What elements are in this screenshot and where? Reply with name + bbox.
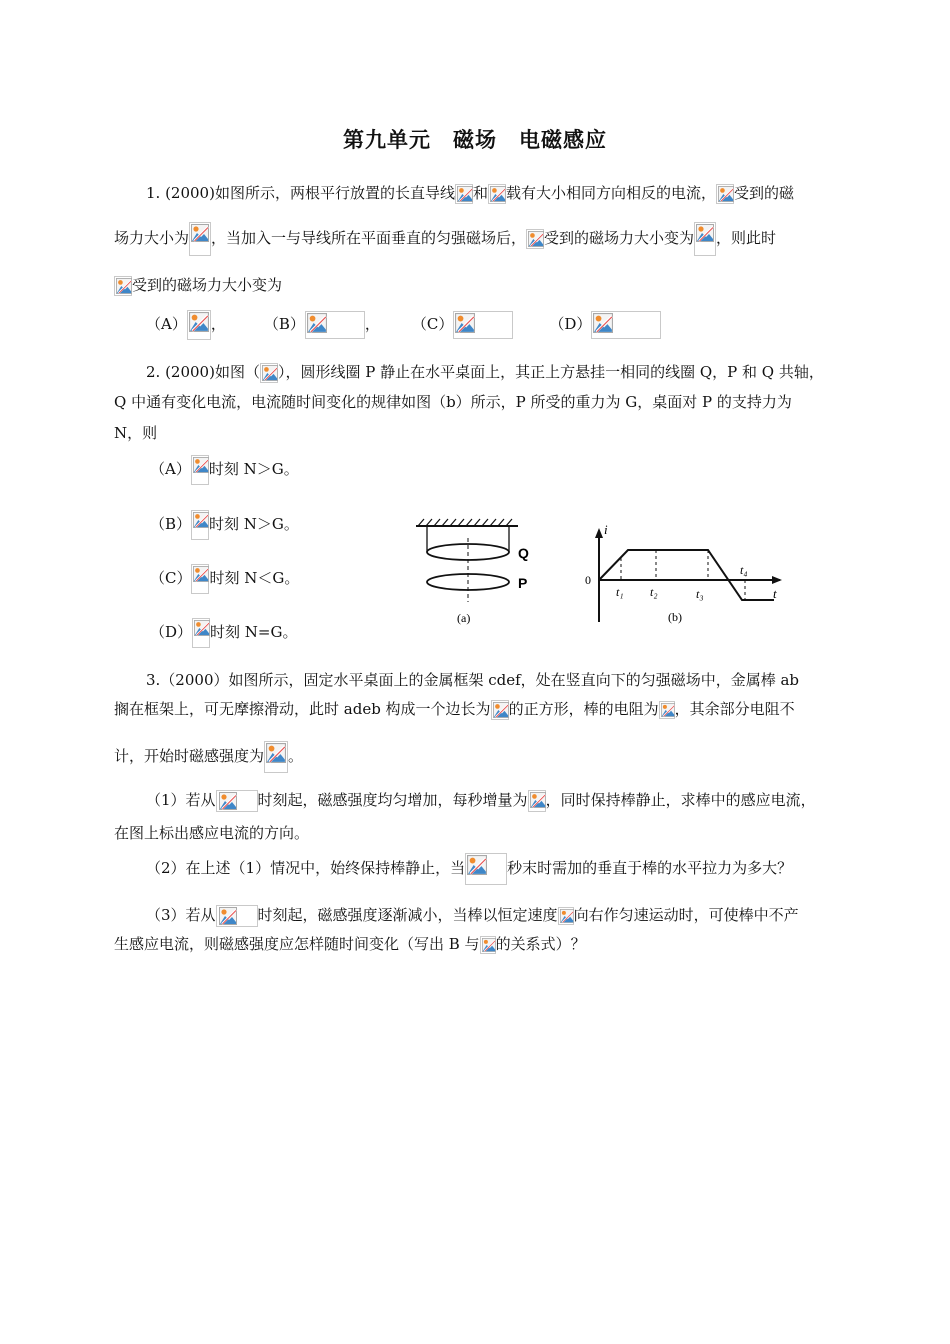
q2-option-d: [150, 618, 297, 648]
formula-image-icon: [216, 790, 258, 812]
option-d-label: （D）: [549, 315, 592, 333]
formula-image-icon: [591, 311, 661, 339]
formula-image-icon: [716, 184, 734, 204]
q3-text: 计，开始时磁感强度为: [114, 747, 265, 765]
q3-text: 的关系式）？: [495, 935, 586, 953]
q1-text: ，当加入一与导线所在平面垂直的匀强磁场后，: [211, 229, 527, 247]
q3-part-3-cont: [114, 934, 586, 954]
formula-image-icon: [264, 741, 288, 773]
formula-image-icon: [189, 222, 211, 256]
q1-text: ，: [210, 315, 226, 333]
formula-image-icon: [694, 222, 716, 256]
page-title: 第九单元 磁场 电磁感应: [343, 128, 607, 152]
option-a-label: （A）: [150, 460, 191, 478]
q3-part-2: [146, 853, 792, 885]
q3-part-1: [146, 790, 816, 812]
formula-image-icon: [192, 618, 210, 648]
q3-text: ，同时保持棒静止，求棒中的感应电流，: [545, 791, 816, 809]
current-curve: [599, 550, 774, 600]
q1-text: 和: [472, 184, 488, 202]
q3-line-2: [114, 699, 795, 720]
q3-text: 秒末时需加的垂直于棒的水平拉力为多大？: [507, 859, 793, 877]
option-a-label: （A）: [146, 315, 187, 333]
option-b-label: （B）: [150, 515, 192, 533]
formula-image-icon: [465, 853, 507, 885]
q1-text: ，: [364, 315, 380, 333]
label-t3: t₃: [696, 587, 704, 601]
q1-options: [146, 310, 661, 340]
q1-line-3: [114, 275, 282, 296]
q3-text: （3）若从: [146, 906, 216, 924]
option-b-label: （B）: [263, 315, 305, 333]
label-t4: t₄: [740, 563, 748, 577]
formula-image-icon: [453, 311, 513, 339]
q3-text: 时刻起，磁感强度均匀增加，每秒增量为: [257, 791, 528, 809]
caption-b: (b): [668, 610, 682, 624]
formula-image-icon: [528, 790, 546, 812]
q2-text: 时刻 N=G。: [210, 623, 298, 641]
q3-line-1: 3.（2000）如图所示，固定水平桌面上的金属框架 cdef，处在竖直向下的匀强磁场中，金属棒 ab: [146, 671, 800, 689]
formula-image-icon: [526, 229, 544, 249]
q1-text: 场力大小为: [114, 229, 190, 247]
option-c-label: （C）: [150, 569, 192, 587]
formula-image-icon: [491, 700, 509, 720]
q2-option-c: [150, 564, 299, 594]
q3-text: 。: [288, 747, 304, 765]
q1-text: 受到的磁场力大小变为: [544, 229, 695, 247]
label-t2: t₂: [650, 585, 658, 599]
formula-image-icon: [480, 936, 496, 954]
q3-text: ，其余部分电阻不: [674, 700, 795, 718]
formula-image-icon: [260, 363, 278, 383]
label-t: t: [773, 586, 777, 601]
label-p: P: [518, 575, 528, 591]
i-axis-arrow: [595, 528, 603, 538]
formula-image-icon: [191, 455, 209, 485]
q2-line-3: N，则: [114, 424, 158, 442]
label-t1: t₁: [616, 585, 624, 599]
q2-text: ），圆形线圈 P 静止在水平桌面上，其正上方悬挂一相同的线圈 Q，P 和 Q 共轴，: [277, 363, 824, 381]
formula-image-icon: [191, 510, 209, 540]
ceiling-hatch: [418, 519, 512, 526]
q2-line-2: Q 中通有变化电流，电流随时间变化的规律如图（b）所示，P 所受的重力为 G，桌面对 P 的支持力为: [114, 393, 792, 411]
formula-image-icon: [187, 310, 211, 340]
caption-a: (a): [457, 611, 471, 625]
q2-text: 2. (2000)如图（: [146, 363, 260, 381]
formula-image-icon: [659, 701, 675, 719]
q3-text: 的正方形，棒的电阻为: [508, 700, 659, 718]
coil-diagram: [412, 518, 542, 630]
formula-image-icon: [455, 184, 473, 204]
formula-image-icon: [305, 311, 365, 339]
option-c-label: （C）: [411, 315, 454, 333]
label-i: i: [604, 522, 608, 537]
label-q: Q: [518, 545, 529, 561]
q3-part-1-cont: 在图上标出感应电流的方向。: [114, 824, 310, 842]
q2-text: 时刻 N＞G。: [208, 460, 299, 478]
t-axis-arrow: [772, 576, 782, 584]
q3-text: （2）在上述（1）情况中，始终保持棒静止，当: [146, 859, 466, 877]
q1-text: ，则此时: [716, 229, 777, 247]
formula-image-icon: [191, 564, 209, 594]
q2-option-b: [150, 510, 299, 540]
current-time-graph: [578, 522, 788, 632]
q1-line-2: [114, 222, 776, 256]
q2-text: 时刻 N＞G。: [209, 515, 299, 533]
formula-image-icon: [488, 184, 506, 204]
q3-text: 向右作匀速运动时，可使棒中不产: [573, 906, 799, 924]
formula-image-icon: [114, 276, 132, 296]
q1-text: 受到的磁场力大小变为: [132, 276, 283, 294]
q2-line-1: [146, 362, 824, 383]
q3-part-3: [146, 905, 799, 927]
q2-option-a: [150, 455, 299, 485]
q3-text: 时刻起，磁感强度逐渐减小，当棒以恒定速度: [257, 906, 558, 924]
formula-image-icon: [216, 905, 258, 927]
q1-line-1: [146, 183, 794, 204]
q1-text: 1. (2000)如图所示，两根平行放置的长直导线: [146, 184, 455, 202]
q1-text: 载有大小相同方向相反的电流，: [505, 184, 716, 202]
q3-text: （1）若从: [146, 791, 216, 809]
q2-text: 时刻 N＜G。: [209, 569, 300, 587]
q3-text: 搁在框架上，可无摩擦滑动，此时 adeb 构成一个边长为: [114, 700, 491, 718]
label-origin: 0: [585, 573, 591, 587]
q3-text: 生感应电流，则磁感强度应怎样随时间变化（写出 B 与: [114, 935, 480, 953]
formula-image-icon: [558, 907, 574, 925]
option-d-label: （D）: [150, 623, 193, 641]
q3-line-3: [114, 741, 303, 773]
q1-text: 受到的磁: [734, 184, 795, 202]
